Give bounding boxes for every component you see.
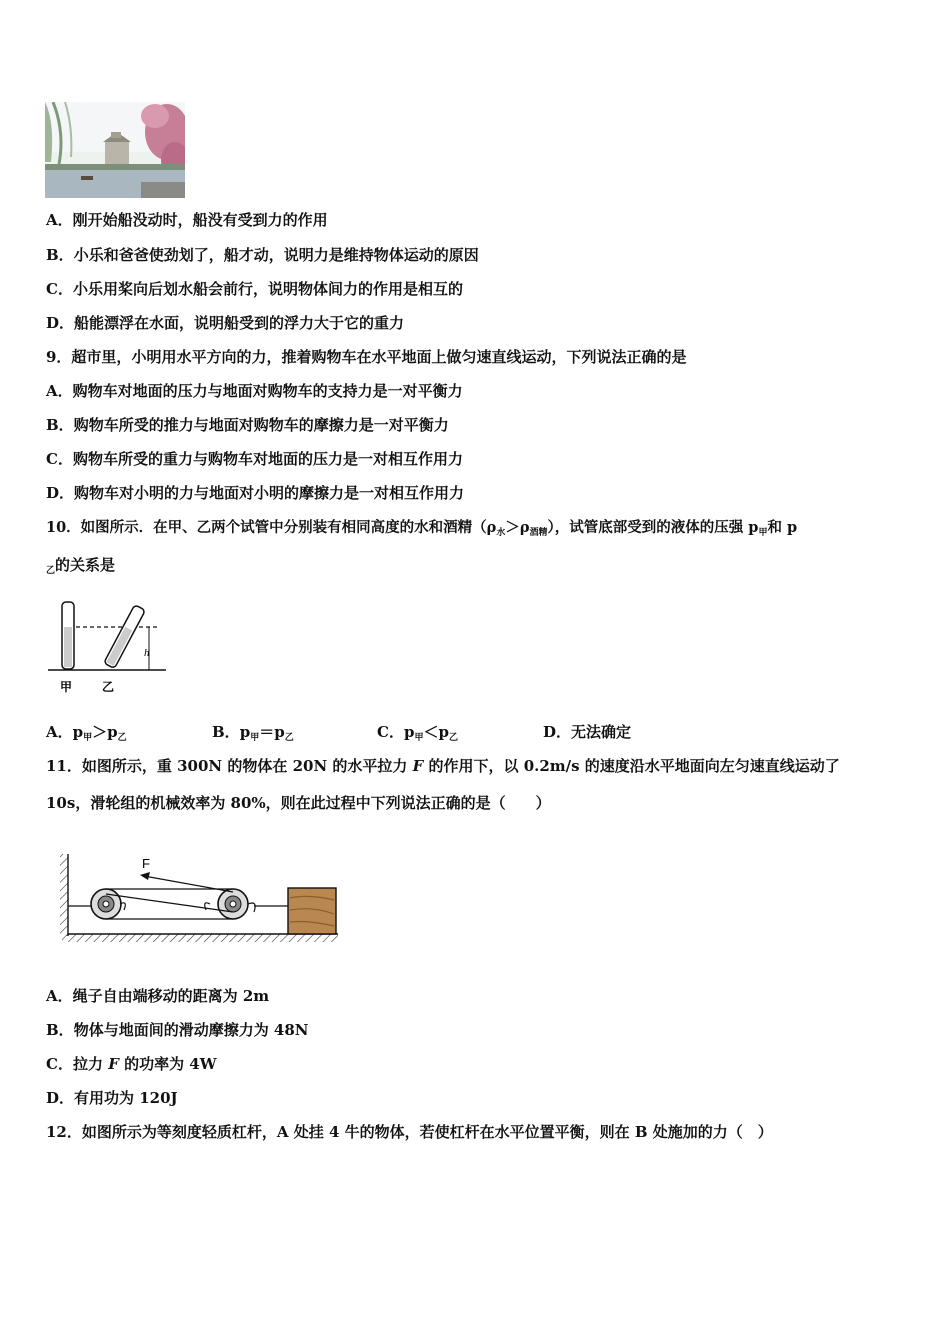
pulley-figure xyxy=(58,850,340,945)
q11-option-c: C．拉力 F 的功率为 4W xyxy=(46,1055,217,1073)
q10-option-c: C．$p_甲<p_乙$ xyxy=(377,723,458,743)
lake-boat-photo xyxy=(45,102,185,198)
q8-option-d: D．船能漂浮在水面，说明船受到的浮力大于它的重力 xyxy=(46,314,405,332)
q10-option-b: B．$p_甲=p_乙$ xyxy=(212,723,294,743)
q8-option-a: A．刚开始船没动时，船没有受到力的作用 xyxy=(46,211,328,229)
q9-option-d: D．购物车对小明的力与地面对小明的摩擦力是一对相互作用力 xyxy=(46,484,465,502)
q9-option-b: B．购物车所受的推力与地面对购物车的摩擦力是一对平衡力 xyxy=(46,416,449,434)
q10-options xyxy=(0,721,950,743)
q11-option-b: B．物体与地面间的滑动摩擦力为 48N xyxy=(46,1021,309,1039)
q11-option-a: A．绳子自由端移动的距离为 2m xyxy=(46,987,270,1005)
q11-option-d: D．有用功为 120J xyxy=(46,1089,178,1107)
q11-stem-line2: 10s，滑轮组的机械效率为 80%，则在此过程中下列说法正确的是（ ） xyxy=(46,794,551,812)
q9-option-c: C．购物车所受的重力与购物车对地面的压力是一对相互作用力 xyxy=(46,450,463,468)
q10-option-d: D．无法确定 xyxy=(543,723,632,741)
q10-option-a: A．$p_甲>p_乙$ xyxy=(46,723,127,743)
q10-stem-line2: $_乙$的关系是 xyxy=(46,556,116,576)
q9-stem: 9．超市里，小明用水平方向的力，推着购物车在水平地面上做匀速直线运动，下列说法正确的是 xyxy=(46,348,687,366)
q9-option-a: A．购物车对地面的压力与地面对购物车的支持力是一对平衡力 xyxy=(46,382,463,400)
q8-option-c: C．小乐用桨向后划水船会前行，说明物体间力的作用是相互的 xyxy=(46,280,463,298)
h-label: h xyxy=(144,647,150,659)
test-tubes-figure xyxy=(48,598,170,696)
q11-stem: 11．如图所示，重 300N 的物体在 20N 的水平拉力 F 的作用下，以 0.2m/s 的速度沿水平地面向左匀速直线运动了 xyxy=(46,757,840,775)
jia-label: 甲 xyxy=(60,680,73,694)
q10-stem: 10．如图所示．在甲、乙两个试管中分别装有相同高度的水和酒精$(\rho_水>\rho_{酒精})$，试管底部受到的液体的压强 $p_甲$和 p xyxy=(46,519,798,538)
q8-option-b: B．小乐和爸爸使劲划了，船才动，说明力是维持物体运动的原因 xyxy=(46,246,479,264)
q12-stem: 12．如图所示为等刻度轻质杠杆，A 处挂 4 牛的物体，若使杠杆在水平位置平衡，则在 B 处施加的力（ ） xyxy=(46,1123,773,1141)
force-label: F xyxy=(142,856,150,871)
yi-label: 乙 xyxy=(102,680,115,694)
